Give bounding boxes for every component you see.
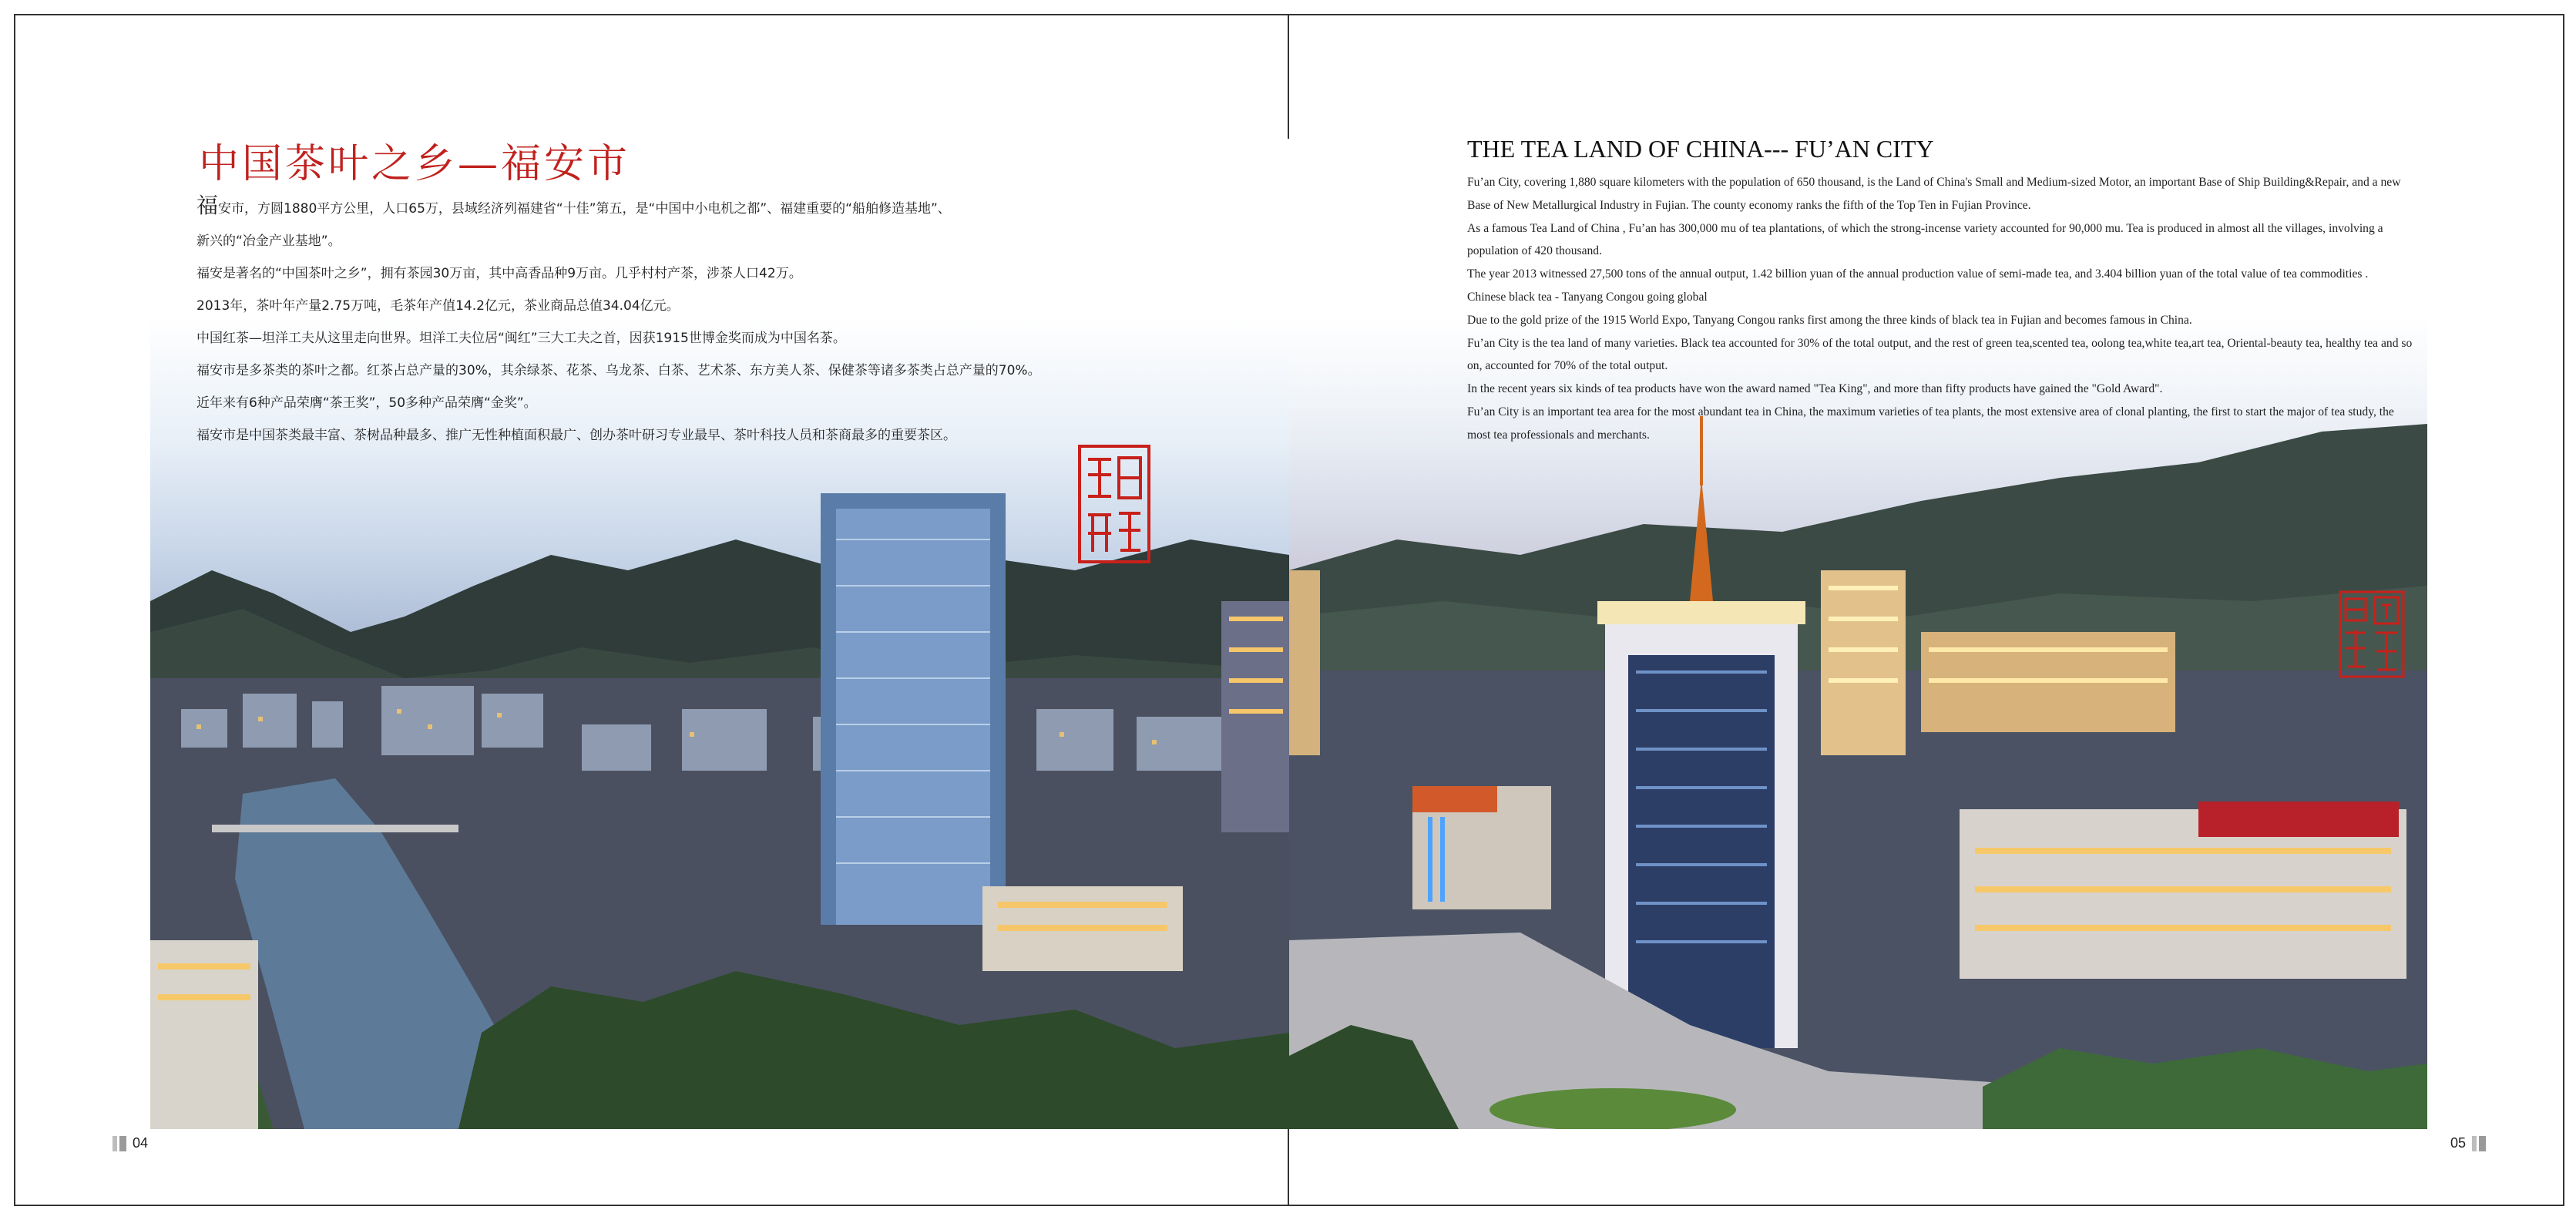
chinese-title: 中国茶叶之乡—福安市 xyxy=(199,141,631,187)
red-seal-stamp-left xyxy=(1077,444,1151,564)
english-paragraph: The year 2013 witnessed 27,500 tons of the annual output, 1.42 billion yuan of the annual production value of semi-made tea, and 3.404 billion yuan of the total value of tea commodities . xyxy=(1467,267,2369,281)
chinese-paragraph: 新兴的“冶金产业基地”。 xyxy=(196,234,341,249)
chinese-paragraph: 福安市，方圆1880平方公里，人口65万，县域经济列福建省“十佳”第五，是“中国中小电机之都”、福建重要的“船舶修造基地”、 xyxy=(196,193,951,218)
chinese-paragraph: 2013年，茶叶年产量2.75万吨，毛茶年产值14.2亿元，茶业商品总值34.04亿元。 xyxy=(196,298,680,314)
page-marker-bars xyxy=(113,1136,126,1151)
english-paragraph: Fu’an City is an important tea area for the most abundant tea in China, the maximum varieties of tea plants, the most extensive area of clonal planting, the first to start the major of tea study, the most tea professionals and merchants. xyxy=(1467,405,2394,442)
dropcap: 福 xyxy=(196,193,219,218)
chinese-paragraph: 福安是著名的“中国茶叶之乡”，拥有茶园30万亩，其中高香品种9万亩。几乎村村产茶，涉茶人口42万。 xyxy=(196,266,802,281)
english-paragraph: Chinese black tea - Tanyang Congou going global xyxy=(1467,290,1708,304)
english-title: THE TEA LAND OF CHINA--- FU’AN CITY xyxy=(1467,135,1934,163)
red-seal-stamp-right xyxy=(2338,590,2406,679)
chinese-paragraph: 福安市是多茶类的茶叶之都。红茶占总产量的30%，其余绿茶、花茶、乌龙茶、白茶、艺术茶、东方美人茶、保健茶等诸多茶类占总产量的70%。 xyxy=(196,363,1041,378)
page-number-right: 05 xyxy=(2450,1135,2486,1151)
english-paragraph: Fu’an City is the tea land of many varieties. Black tea accounted for 30% of the total output, and the rest of green tea,scented tea, oolong tea,white tea,art tea, Oriental-beauty tea, healthy tea and so on, accounted for 70% of the total output. xyxy=(1467,336,2413,373)
chinese-body-text xyxy=(196,190,1152,452)
chinese-paragraph: 福安市是中国茶类最丰富、茶树品种最多、推广无性种植面积最广、创办茶叶研习专业最早、茶叶科技人员和茶商最多的重要茶区。 xyxy=(196,428,956,443)
english-body-text xyxy=(1467,171,2415,447)
page-marker-bars xyxy=(2472,1136,2486,1151)
left-page xyxy=(15,15,1289,1205)
page-number-left: 04 xyxy=(113,1135,148,1151)
brochure-spread xyxy=(14,14,2564,1206)
english-paragraph: Due to the gold prize of the 1915 World Expo, Tanyang Congou ranks first among the three kinds of black tea in Fujian and becomes famous in China. xyxy=(1467,313,2192,327)
english-paragraph: Fu’an City, covering 1,880 square kilometers with the population of 650 thousand, is the Land of China's Small and Medium-sized Motor, an important Base of Ship Building&Repair, and a new Base of New Metallurgical Industry in Fujian. The county economy ranks the fifth of the Top Ten in Fujian Province. xyxy=(1467,176,2401,212)
english-paragraph: In the recent years six kinds of tea products have won the award named "Tea King", and more than fifty products have gained the "Gold Award". xyxy=(1467,382,2163,396)
chinese-paragraph: 近年来有6种产品荣膺“茶王奖”，50多种产品荣膺“金奖”。 xyxy=(196,395,537,411)
english-paragraph: As a famous Tea Land of China , Fu’an has 300,000 mu of tea plantations, of which the strong-incense variety accounted for 90,000 mu. Tea is produced in almost all the villages, involving a population of 420 thousand. xyxy=(1467,221,2383,258)
chinese-paragraph: 中国红茶—坦洋工夫从这里走向世界。坦洋工夫位居“闽红”三大工夫之首，因获1915世博金奖而成为中国名茶。 xyxy=(196,331,846,346)
